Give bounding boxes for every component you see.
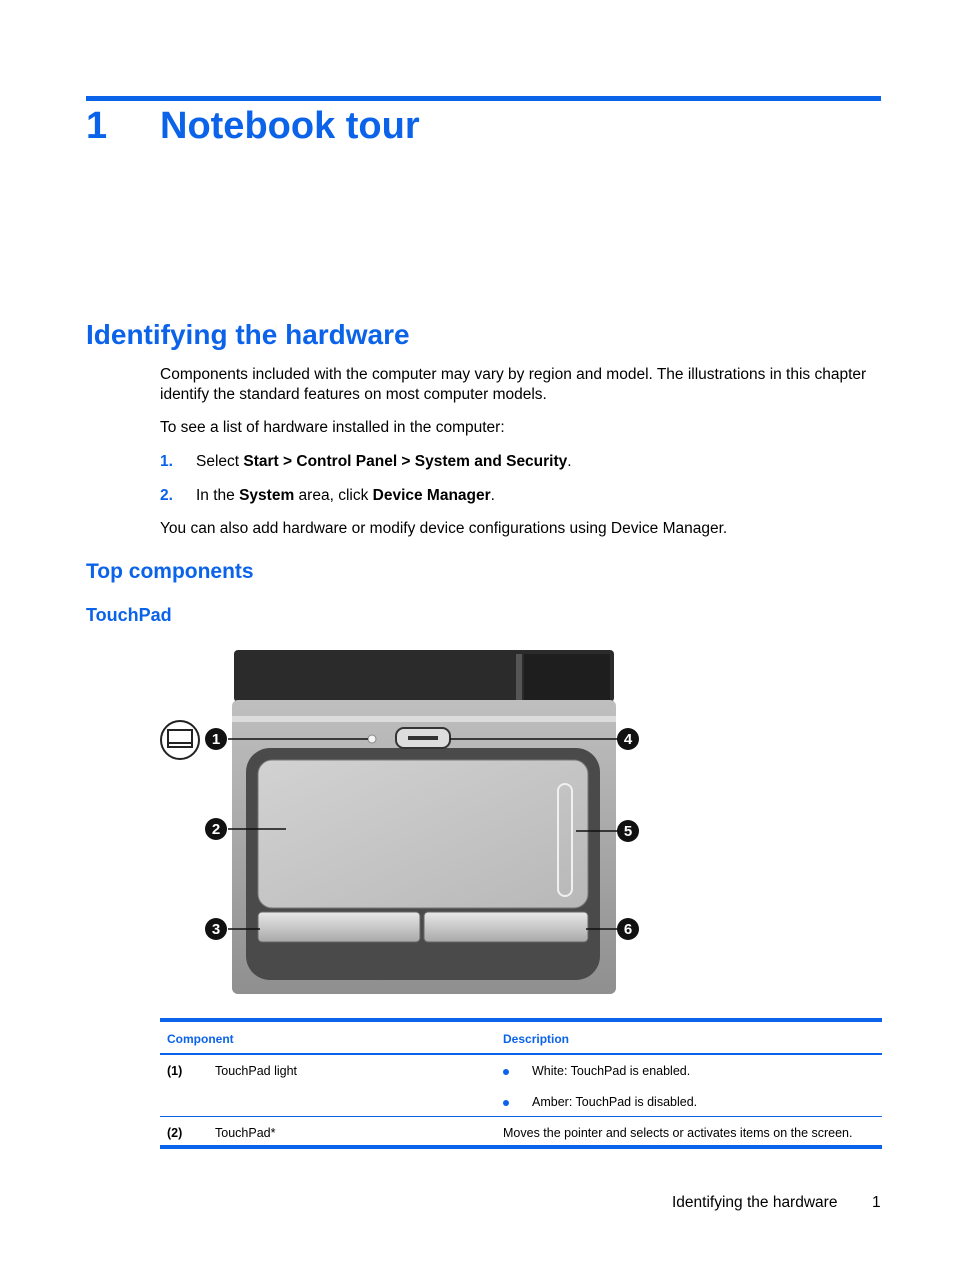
touchpad-figure-svg [156, 644, 646, 1000]
subsubsection-heading: TouchPad [86, 605, 172, 625]
callout-2: 2 [211, 821, 221, 838]
bullet-icon [503, 1100, 509, 1106]
row-number: (2) [167, 1126, 183, 1140]
chapter-number: 1 [86, 105, 108, 147]
system-term: System [239, 487, 295, 504]
component-table [160, 1018, 882, 1149]
left-touchpad-button [258, 912, 420, 942]
table-header [160, 1022, 882, 1055]
table-row [160, 1117, 882, 1145]
step-number-2: 2. [160, 487, 173, 504]
section-heading: Identifying the hardware [86, 319, 410, 350]
step-number-1: 1. [160, 453, 173, 470]
column-header-component: Component [167, 1032, 234, 1046]
callout-5: 5 [623, 823, 633, 840]
column-header-description: Description [503, 1032, 570, 1046]
table-row [160, 1055, 882, 1117]
table-bottom-rule [160, 1145, 882, 1149]
page-number: 1 [872, 1194, 881, 1211]
intro-paragraph: Components included with the computer may vary by region and model. The illustrations in this chapter identify the standard features on most computer models. [160, 366, 867, 403]
right-touchpad-button [424, 912, 588, 942]
chapter-rule [86, 96, 881, 101]
step-2: In the System area, click Device Manager. [196, 487, 495, 504]
component-name: TouchPad light [215, 1064, 298, 1078]
touchpad-light [368, 735, 376, 743]
touchpad-zone [258, 760, 588, 908]
chapter-title: Notebook tour [160, 105, 420, 147]
callout-3: 3 [211, 921, 221, 938]
device-manager-term: Device Manager [372, 487, 491, 504]
component-name: TouchPad* [215, 1126, 276, 1140]
outro-paragraph: You can also add hardware or modify device configurations using Device Manager. [160, 520, 728, 537]
touchpad-symbol-icon [161, 721, 199, 759]
subsection-heading: Top components [86, 560, 254, 583]
description-bullet: Amber: TouchPad is disabled. [532, 1095, 698, 1109]
component-description: Moves the pointer and selects or activates items on the screen. [503, 1126, 853, 1140]
step-1: Select Start > Control Panel > System and Security. [196, 453, 572, 470]
bullet-icon [503, 1069, 509, 1075]
menu-path: Start > Control Panel > System and Security [243, 453, 568, 470]
touchpad-illustration [156, 644, 646, 1000]
list-intro: To see a list of hardware installed in the computer: [160, 419, 505, 436]
row-number: (1) [167, 1064, 183, 1078]
callout-4: 4 [623, 731, 633, 748]
description-bullet: White: TouchPad is enabled. [532, 1064, 691, 1078]
footer-section-name: Identifying the hardware [672, 1194, 838, 1211]
callout-1: 1 [211, 731, 221, 748]
callout-6: 6 [623, 921, 633, 938]
